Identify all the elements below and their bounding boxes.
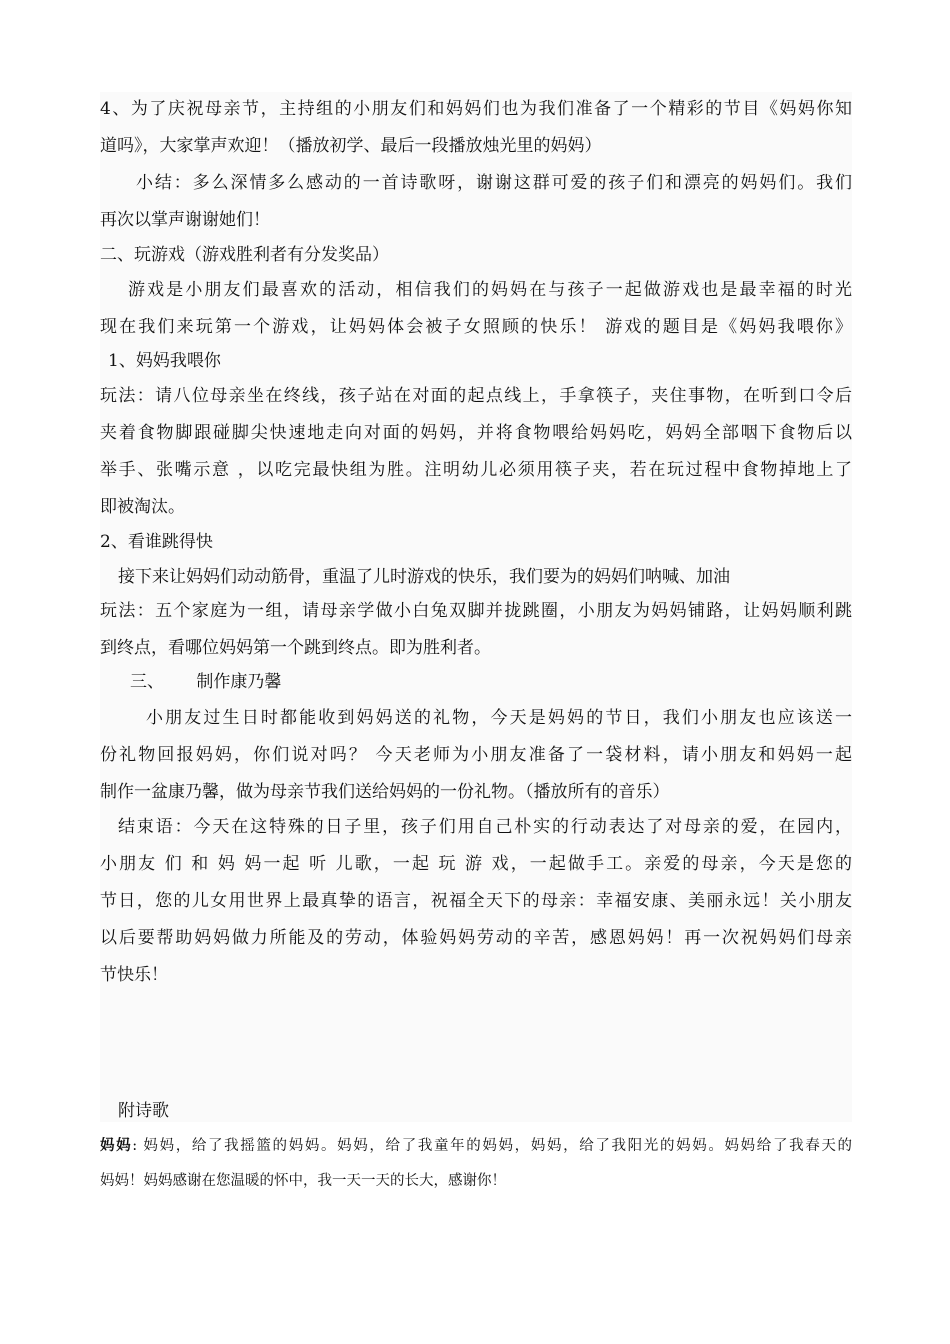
summary-line-2: 再次以掌声谢谢她们！ [100,210,270,230]
game-1-title: 1、妈妈我喂你 [108,351,221,371]
game-2-rules-line-2: 到终点，看哪位妈妈第一个跳到终点。即为胜利者。 [100,638,491,658]
game-2-rules-line-1: 玩法：五个家庭为一组，请母亲学做小白兔双脚并拢跳圈，小朋友为妈妈铺路，让妈妈顺利跳 [100,601,852,621]
paragraph-4-line-1: 4、为了庆祝母亲节，主持组的小朋友们和妈妈们也为我们准备了一个精彩的节目《妈妈你知 [100,99,852,119]
closing-line-5: 节快乐！ [100,965,168,985]
game-1-rules-line-1: 玩法：请八位母亲坐在终线，孩子站在对面的起点线上，手拿筷子，夹住事物，在听到口令后 [100,386,852,406]
closing-line-3: 节日，您的儿女用世界上最真挚的语言，祝福全天下的母亲：幸福安康、美丽永远！关小朋友 [100,891,852,911]
game-1-rules-line-2: 夹着食物脚跟碰脚尖快速地走向对面的妈妈，并将食物喂给妈妈吃，妈妈全部咽下食物后以 [100,423,852,443]
games-intro-line-1: 游戏是小朋友们最喜欢的活动，相信我们的妈妈在与孩子一起做游戏也是最幸福的时光 [128,280,852,300]
appendix-heading: 附诗歌 [118,1101,169,1121]
games-intro-line-2: 现在我们来玩第一个游戏，让妈妈体会被子女照顾的快乐！ 游戏的题目是《妈妈我喂你》 [100,317,852,337]
carnation-line-2: 份礼物回报妈妈，你们说对吗？ 今天老师为小朋友准备了一袋材料，请小朋友和妈妈一起 [100,745,852,765]
closing-line-4: 以后要帮助妈妈做力所能及的劳动，体验妈妈劳动的辛苦，感恩妈妈！再一次祝妈妈们母亲 [100,928,852,948]
poem-label: 妈妈 [100,1137,133,1154]
poem-line-1-text: : 妈妈，给了我摇篮的妈妈。妈妈，给了我童年的妈妈，妈妈，给了我阳光的妈妈。妈妈给了我春天的 [132,1138,852,1154]
paragraph-4-line-2: 道吗》，大家掌声欢迎！（播放初学、最后一段播放烛光里的妈妈） [100,136,602,156]
game-2-title: 2、看谁跳得快 [100,532,213,552]
game-1-rules-line-4: 即被淘汰。 [100,497,185,517]
section-2-heading: 二、玩游戏（游戏胜利者有分发奖品） [100,245,389,265]
poem-line-2: 妈妈！妈妈感谢在您温暖的怀中，我一天一天的长大，感谢你！ [100,1173,506,1189]
poem-line-1 [100,1135,852,1157]
carnation-line-3: 制作一盆康乃馨，做为母亲节我们送给妈妈的一份礼物。（播放所有的音乐） [100,782,670,802]
section-3-heading: 三、 制作康乃馨 [130,672,282,692]
closing-line-1: 结束语：今天在这特殊的日子里，孩子们用自己朴实的行动表达了对母亲的爱，在园内， [118,817,852,837]
game-2-intro: 接下来让妈妈们动动筋骨，重温了儿时游戏的快乐，我们要为的妈妈们呐喊、加油 [118,567,730,587]
summary-line-1: 小结：多么深情多么感动的一首诗歌呀，谢谢这群可爱的孩子们和漂亮的妈妈们。我们 [136,173,852,193]
carnation-line-1: 小朋友过生日时都能收到妈妈送的礼物，今天是妈妈的节日，我们小朋友也应该送一 [146,708,852,728]
closing-line-2: 小朋友 们 和 妈 妈一起 听 儿歌，一起 玩 游 戏，一起做手工。亲爱的母亲，今天是您的 [100,854,852,874]
game-1-rules-line-3: 举手、张嘴示意 ，以吃完最快组为胜。注明幼儿必须用筷子夹，若在玩过程中食物掉地上了 [100,460,852,480]
